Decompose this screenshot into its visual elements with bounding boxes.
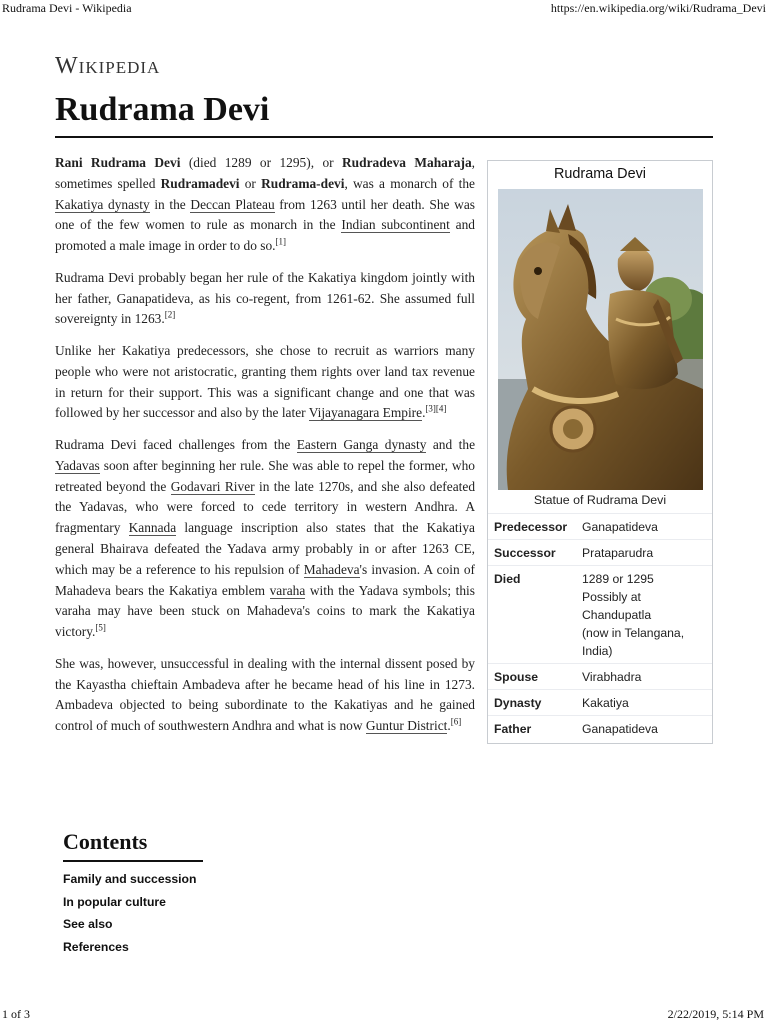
infobox-row-successor <box>488 539 712 565</box>
infobox-label: Successor <box>494 546 556 560</box>
infobox-value: Virabhadra <box>582 670 642 684</box>
print-footer <box>0 1008 768 1024</box>
link-deccan-plateau[interactable]: Deccan Plateau <box>190 196 275 212</box>
infobox-value: 1289 or 1295 Possibly at Chandupatla (now in Telangana, India) <box>582 572 685 658</box>
text: (died 1289 or 1295), or <box>180 155 342 170</box>
link-eastern-ganga-dynasty[interactable]: Eastern Ganga dynasty <box>296 436 427 452</box>
link-indian-subcontinent[interactable]: Indian subcontinent <box>341 217 450 233</box>
text: with the Yadava symbols; this varaha may have been stuck on Mahadeva's coins to mark the Kakatiya victory. <box>55 582 475 640</box>
toc-item-see-also[interactable]: See also <box>63 917 113 932</box>
print-header-url: https://en.wikipedia.org/wiki/Rudrama_Devi <box>550 1 766 15</box>
ref-2[interactable]: [2] <box>164 309 176 320</box>
paragraph-challenges <box>55 435 475 643</box>
paragraph-rule <box>55 268 475 330</box>
text: , sometimes spelled <box>55 155 476 191</box>
paragraph-intro <box>55 153 475 257</box>
toc-item-in-popular-culture[interactable]: In popular culture <box>63 894 166 909</box>
infobox-value: Kakatiya <box>582 696 629 710</box>
ref-3-4[interactable]: [3][4] <box>425 403 447 414</box>
infobox-label: Spouse <box>494 670 539 684</box>
infobox-row-predecessor <box>488 513 712 539</box>
text: in the <box>149 196 191 212</box>
link-kannada[interactable]: Kannada <box>128 520 177 536</box>
infobox-value: Ganapatideva <box>582 520 658 534</box>
print-header-title: Rudrama Devi - Wikipedia <box>2 1 132 15</box>
infobox-label: Dynasty <box>494 696 542 710</box>
link-varaha[interactable]: varaha <box>269 582 306 598</box>
text: soon after beginning her rule. She was able to repel the former, who retreated beyond the <box>55 457 475 494</box>
page-count: 1 of 3 <box>2 1007 30 1021</box>
infobox-value: Ganapatideva <box>582 722 658 736</box>
infobox-rows <box>488 513 712 741</box>
text: Rudrama Devi faced challenges from the <box>55 436 297 452</box>
paragraph-dissent <box>55 654 475 737</box>
text: and the <box>426 436 476 452</box>
text: , was a monarch of the <box>344 175 475 191</box>
text: . <box>447 718 451 734</box>
ref-5[interactable]: [5] <box>95 622 106 633</box>
table-of-contents <box>63 828 203 958</box>
print-timestamp: 2/22/2019, 5:14 PM <box>667 1007 764 1021</box>
text: She was, however, unsuccessful in dealing with the internal dissent posed by the Kayastha chieftain Ambadeva after he became head of his line in 1273. Ambadeva objected to being subordinate to the Kakatiyas and he gained control of much of southwestern Andhra and what is now <box>55 655 475 734</box>
infobox-row-dynasty <box>488 689 712 715</box>
toc-item-references[interactable]: References <box>63 939 129 954</box>
statue-image[interactable] <box>498 189 703 490</box>
text: from 1263 until her death. She was one of the few women to rule as monarch in the <box>55 196 475 233</box>
text: Rudrama Devi probably began her rule of the Kakatiya kingdom jointly with her father, Ganapatideva, as his co-regent, from 1261-62. She assumed full sovereignty in 1263. <box>55 269 475 327</box>
link-godavari-river[interactable]: Godavari River <box>170 478 255 494</box>
bold-name: Rudramadevi <box>160 175 240 191</box>
toc-title: Contents <box>63 828 203 862</box>
image-caption: Statue of Rudrama Devi <box>533 493 667 507</box>
link-guntur-district[interactable]: Guntur District <box>365 718 448 734</box>
infobox-label: Predecessor <box>494 520 568 534</box>
bold-name: Rudrama-devi <box>261 175 345 191</box>
wikipedia-wordmark[interactable]: Wikipedia <box>55 53 161 79</box>
infobox <box>487 160 713 744</box>
infobox-title: Rudrama Devi <box>554 166 646 182</box>
paragraph-warriors <box>55 341 475 424</box>
infobox-row-father <box>488 715 712 741</box>
link-vijayanagara-empire[interactable]: Vijayanagara Empire <box>308 405 423 421</box>
article-body <box>55 153 475 748</box>
text: in the late 1270s, and she also defeated the Yadavas, who were forced to cede territory in western Andhra. A fragmentary <box>55 478 476 536</box>
print-header <box>0 0 768 16</box>
ref-6[interactable]: [6] <box>450 716 462 727</box>
toc-item-family-and-succession[interactable]: Family and succession <box>63 872 197 886</box>
link-kakatiya-dynasty[interactable]: Kakatiya dynasty <box>55 196 150 212</box>
text: or <box>239 175 262 191</box>
bold-name: Rani Rudrama Devi <box>55 155 181 170</box>
infobox-row-died <box>488 565 712 663</box>
infobox-label: Father <box>494 722 532 736</box>
text: . <box>422 405 426 421</box>
text: Unlike her Kakatiya predecessors, she chose to recruit as warriors many people who were not aristocratic, granting them rights over land tax revenue in return for their support. This was a significant change and one that was followed by her successor and also by the later <box>55 342 475 421</box>
toc-list <box>63 868 203 958</box>
infobox-label: Died <box>494 572 521 586</box>
bold-name: Rudradeva Maharaja <box>342 155 472 170</box>
link-mahadeva[interactable]: Mahadeva <box>303 561 360 577</box>
link-yadavas[interactable]: Yadavas <box>55 457 100 473</box>
infobox-value: Prataparudra <box>582 546 654 560</box>
page-title: Rudrama Devi <box>55 88 713 138</box>
text: and promoted a male image in order to do so. <box>55 217 475 254</box>
infobox-row-spouse <box>488 663 712 689</box>
text: 's invasion. A coin of Mahadeva bears the Kakatiya emblem <box>55 561 475 598</box>
text: language inscription also states that the Kakatiya general Bhairava defeated the Yadava army probably in or after 1263 CE, which may be a reference to his repulsion of <box>55 520 475 577</box>
ref-1[interactable]: [1] <box>275 236 287 247</box>
